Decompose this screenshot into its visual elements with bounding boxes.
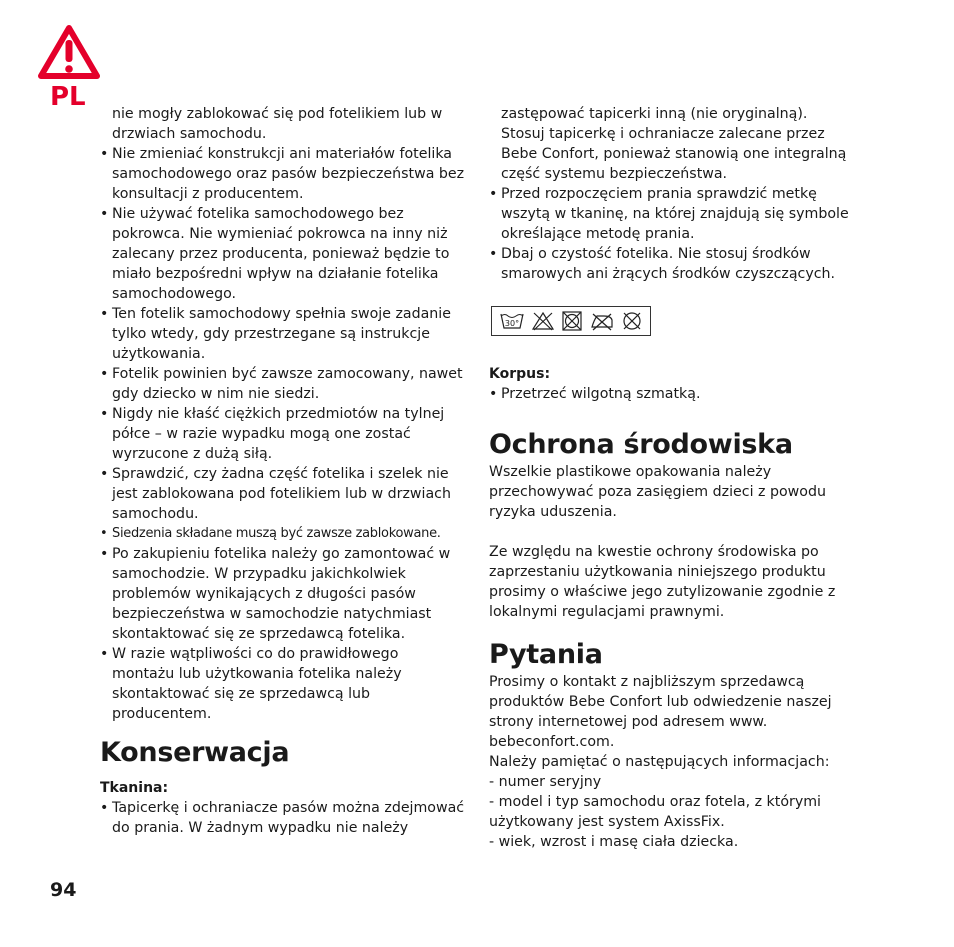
list-item: - numer seryjny — [489, 774, 602, 790]
left-continuation: nie mogły zablokować się pod fotelikiem lub w drzwiach samochodu. — [112, 106, 443, 142]
list-item: • Fotelik powinien być zawsze zamocowany, nawet gdy dziecko w nim nie siedzi. — [100, 364, 465, 404]
wash-30-icon — [499, 311, 525, 331]
environment-paragraph: Ze względu na kwestie ochrony środowiska po zaprzestaniu użytkowania niniejszego produktu prosimy o właściwe jego zutylizowanie zgodnie z lokalnymi regulacjami prawnymi. — [489, 544, 836, 620]
svg-text:30°: 30° — [504, 319, 520, 328]
list-item: • Sprawdzić, czy żadna część fotelika i szelek nie jest zablokowana pod fotelikiem lub w drzwiach samochodu. — [100, 464, 465, 524]
list-item: • Nie używać fotelika samochodowego bez pokrowca. Nie wymieniać pokrowca na inny niż zalecany przez producenta, ponieważ będzie to miało bezpośredni wpływ na działanie fotelika samochodowego. — [100, 204, 465, 304]
list-item: - wiek, wzrost i masę ciała dziecka. — [489, 834, 739, 850]
language-badge: PL — [50, 82, 86, 112]
list-item: • Dbaj o czystość fotelika. Nie stosuj środków smarowych ani żrących środków czyszczących. — [489, 244, 854, 284]
no-dry-clean-icon — [621, 311, 643, 331]
environment-paragraph: Wszelkie plastikowe opakowania należy przechowywać poza zasięgiem dzieci z powodu ryzyka uduszenia. — [489, 464, 826, 520]
konserwacja-heading: Konserwacja — [100, 737, 290, 768]
no-tumble-dry-icon — [561, 311, 583, 331]
tkanina-label: Tkanina: — [100, 780, 169, 796]
list-item: • Siedzenia składane muszą być zawsze zablokowane. — [100, 524, 465, 544]
page-number: 94 — [50, 879, 77, 901]
no-iron-icon — [589, 311, 615, 331]
list-item: • Nie zmieniać konstrukcji ani materiałów fotelika samochodowego oraz pasów bezpieczeństwa bez konsultacji z producentem. — [100, 144, 465, 204]
list-item: • Przed rozpoczęciem prania sprawdzić metkę wszytą w tkaninę, na której znajdują się symbole określające metodę prania. — [489, 184, 854, 244]
right-continuation: zastępować tapicerki inną (nie oryginalną). Stosuj tapicerkę i ochraniacze zalecane przez Bebe Confort, ponieważ stanowią one integralną część systemu bezpieczeństwa. — [501, 106, 847, 182]
questions-paragraph: Należy pamiętać o następujących informacjach: — [489, 754, 830, 770]
environment-heading: Ochrona środowiska — [489, 429, 793, 460]
warning-triangle-icon — [37, 24, 101, 82]
list-item: • Tapicerkę i ochraniacze pasów można zdejmować do prania. W żadnym wypadku nie należy — [100, 798, 465, 838]
questions-heading: Pytania — [489, 639, 603, 670]
care-symbols — [491, 306, 651, 336]
left-column — [100, 104, 465, 838]
list-item: - model i typ samochodu oraz fotela, z którymi użytkowany jest system AxissFix. — [489, 794, 821, 830]
right-column — [489, 104, 854, 852]
korpus-label: Korpus: — [489, 366, 551, 382]
list-item: • Po zakupieniu fotelika należy go zamontować w samochodzie. W przypadku jakichkolwiek problemów wynikających z długości pasów bezpieczeństwa w samochodzie natychmiast skontaktować się ze sprzedawcą fotelika. — [100, 544, 465, 644]
no-bleach-icon — [531, 311, 555, 331]
list-item: • Nigdy nie kłaść ciężkich przedmiotów na tylnej półce – w razie wypadku mogą one zostać wyrzucone z dużą siłą. — [100, 404, 465, 464]
list-item: • Przetrzeć wilgotną szmatką. — [489, 384, 854, 404]
list-item: • W razie wątpliwości co do prawidłowego montażu lub użytkowania fotelika należy skontaktować się ze sprzedawcą lub producentem. — [100, 644, 465, 724]
questions-paragraph: Prosimy o kontakt z najbliższym sprzedawcą produktów Bebe Confort lub odwiedzenie naszej strony internetowej pod adresem www. bebeconfort.com. — [489, 674, 832, 750]
list-item: • Ten fotelik samochodowy spełnia swoje zadanie tylko wtedy, gdy przestrzegane są instrukcje użytkowania. — [100, 304, 465, 364]
